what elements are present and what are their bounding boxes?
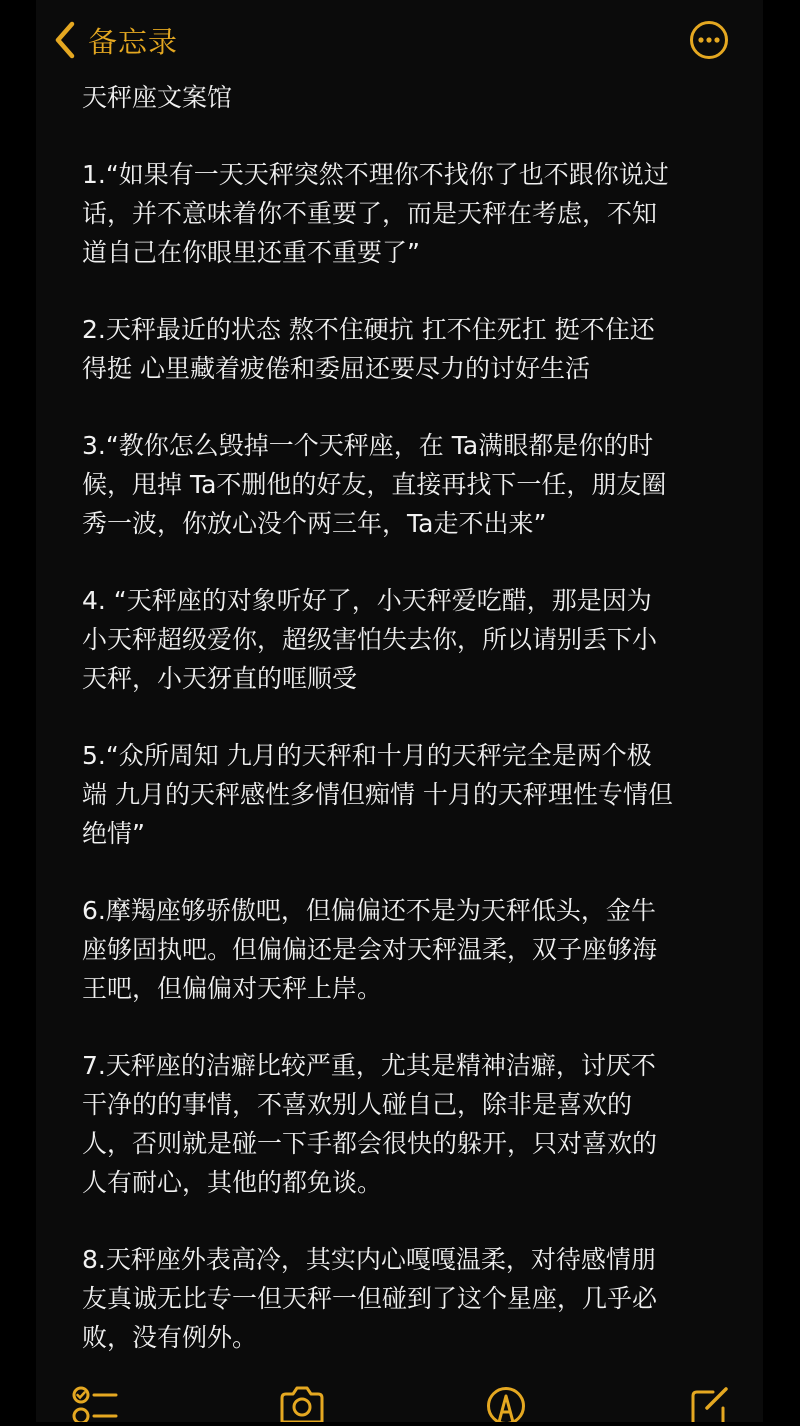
note-item-8: 8.天秤座外表高冷，其实内心嘎嘎温柔，对待感情朋 友真诚无比专一但天秤一但碰到了这个星座，几乎必 败，没有例外。: [82, 1245, 658, 1352]
chevron-left-icon: [52, 20, 78, 60]
note-content[interactable]: [82, 78, 732, 1395]
compose-button[interactable]: [689, 1386, 731, 1426]
note-item-6: 6.摩羯座够骄傲吧，但偏偏还不是为天秤低头，金牛 座够固执吧。但偏偏还是会对天秤温柔，双子座够海 王吧，但偏偏对天秤上岸。: [82, 896, 658, 1003]
markup-pen-icon: [486, 1386, 526, 1422]
back-label: 备忘录: [88, 24, 179, 59]
note-item-4: 4. “天秤座的对象听好了，小天秤爱吃醋，那是因为 小天秤超级爱你，超级害怕失去你，所以请别丢下小 天秤，小天犽直的哐顺受: [82, 586, 658, 693]
camera-icon: [278, 1386, 326, 1422]
more-options-button[interactable]: [689, 20, 729, 60]
navigation-bar: [0, 0, 800, 84]
ellipsis-circle-icon: [689, 20, 729, 60]
note-item-1: 1.“如果有一天天秤突然不理你不找你了也不跟你说过 话，并不意味着你不重要了，而是天秤在考虑，不知 道自己在你眼里还重不重要了”: [82, 160, 669, 267]
checklist-icon: [72, 1386, 118, 1422]
note-item-7: 7.天秤座的洁癖比较严重，尤其是精神洁癖，讨厌不 干净的的事情，不喜欢别人碰自己，除非是喜欢的 人，否则就是碰一下手都会很快的躲开，只对喜欢的 人有耐心，其他的都免谈。: [82, 1051, 658, 1197]
bottom-toolbar: [0, 1370, 800, 1422]
note-item-3: 3.“教你怎么毁掉一个天秤座，在 Ta满眼都是你的时 候，甩掉 Ta不删他的好友，直接再找下一任，朋友圈 秀一波，你放心没个两三年，Ta走不出来”: [82, 431, 667, 538]
note-item-2: 2.天秤最近的状态 熬不住硬抗 扛不住死扛 挺不住还 得挺 心里藏着疲倦和委屈还要尽力的讨好生活: [82, 315, 655, 383]
compose-icon: [689, 1386, 731, 1422]
back-button[interactable]: [52, 18, 178, 62]
camera-button[interactable]: [278, 1386, 326, 1426]
checklist-button[interactable]: [72, 1386, 118, 1426]
note-title: 天秤座文案馆: [82, 83, 233, 112]
markup-button[interactable]: [486, 1386, 526, 1426]
note-item-5: 5.“众所周知 九月的天秤和十月的天秤完全是两个极 端 九月的天秤感性多情但痴情 十月的天秤理性专情但 绝情”: [82, 741, 673, 848]
